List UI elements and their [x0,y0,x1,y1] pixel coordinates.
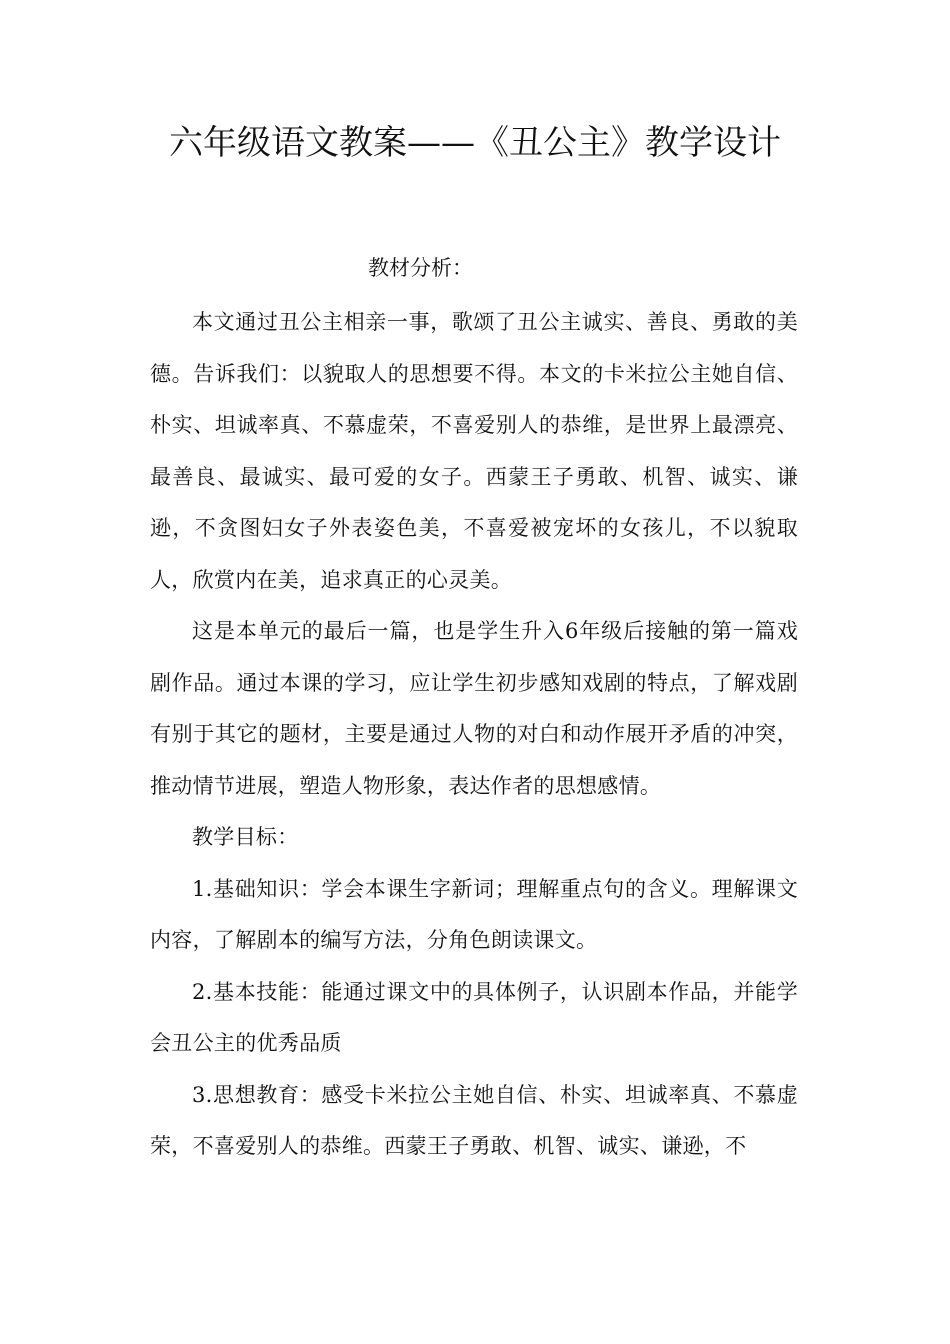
section-heading-material-analysis: 教材分析： [368,256,473,280]
paragraph-drama-intro: 这是本单元的最后一篇，也是学生升入6年级后接触的第一篇戏剧作品。通过本课的学习，应让学生初步感知戏剧的特点，了解戏剧有别于其它的题材，主要是通过人物的对白和动作展开矛盾的冲突，推动情节进展，塑造人物形象，表达作者的思想感情。 [150,619,798,798]
document-body [150,297,798,1173]
goal-item-knowledge: 1.基础知识：学会本课生字新词；理解重点句的含义。理解课文内容，了解剧本的编写方法，分角色朗读课文。 [150,876,798,952]
paragraph-text-analysis: 本文通过丑公主相亲一事，歌颂了丑公主诚实、善良、勇敢的美德。告诉我们：以貌取人的思想要不得。本文的卡米拉公主她自信、朴实、坦诚率真、不慕虚荣，不喜爱别人的恭维，是世界上最漂亮、最善良、最诚实、最可爱的女子。西蒙王子勇敢、机智、诚实、谦逊，不贪图妇女子外表姿色美，不喜爱被宠坏的女孩儿，不以貌取人，欣赏内在美，追求真正的心灵美。 [150,310,798,592]
teaching-goals-heading: 教学目标： [192,825,299,849]
goal-item-moral-education: 3.思想教育：感受卡米拉公主她自信、朴实、坦诚率真、不慕虚荣，不喜爱别人的恭维。西蒙王子勇敢、机智、诚实、谦逊，不 [150,1082,798,1158]
goal-item-skills: 2.基本技能：能通过课文中的具体例子，认识剧本作品，并能学会丑公主的优秀品质 [150,979,798,1055]
document-title: 六年级语文教案——《丑公主》教学设计 [169,123,781,163]
